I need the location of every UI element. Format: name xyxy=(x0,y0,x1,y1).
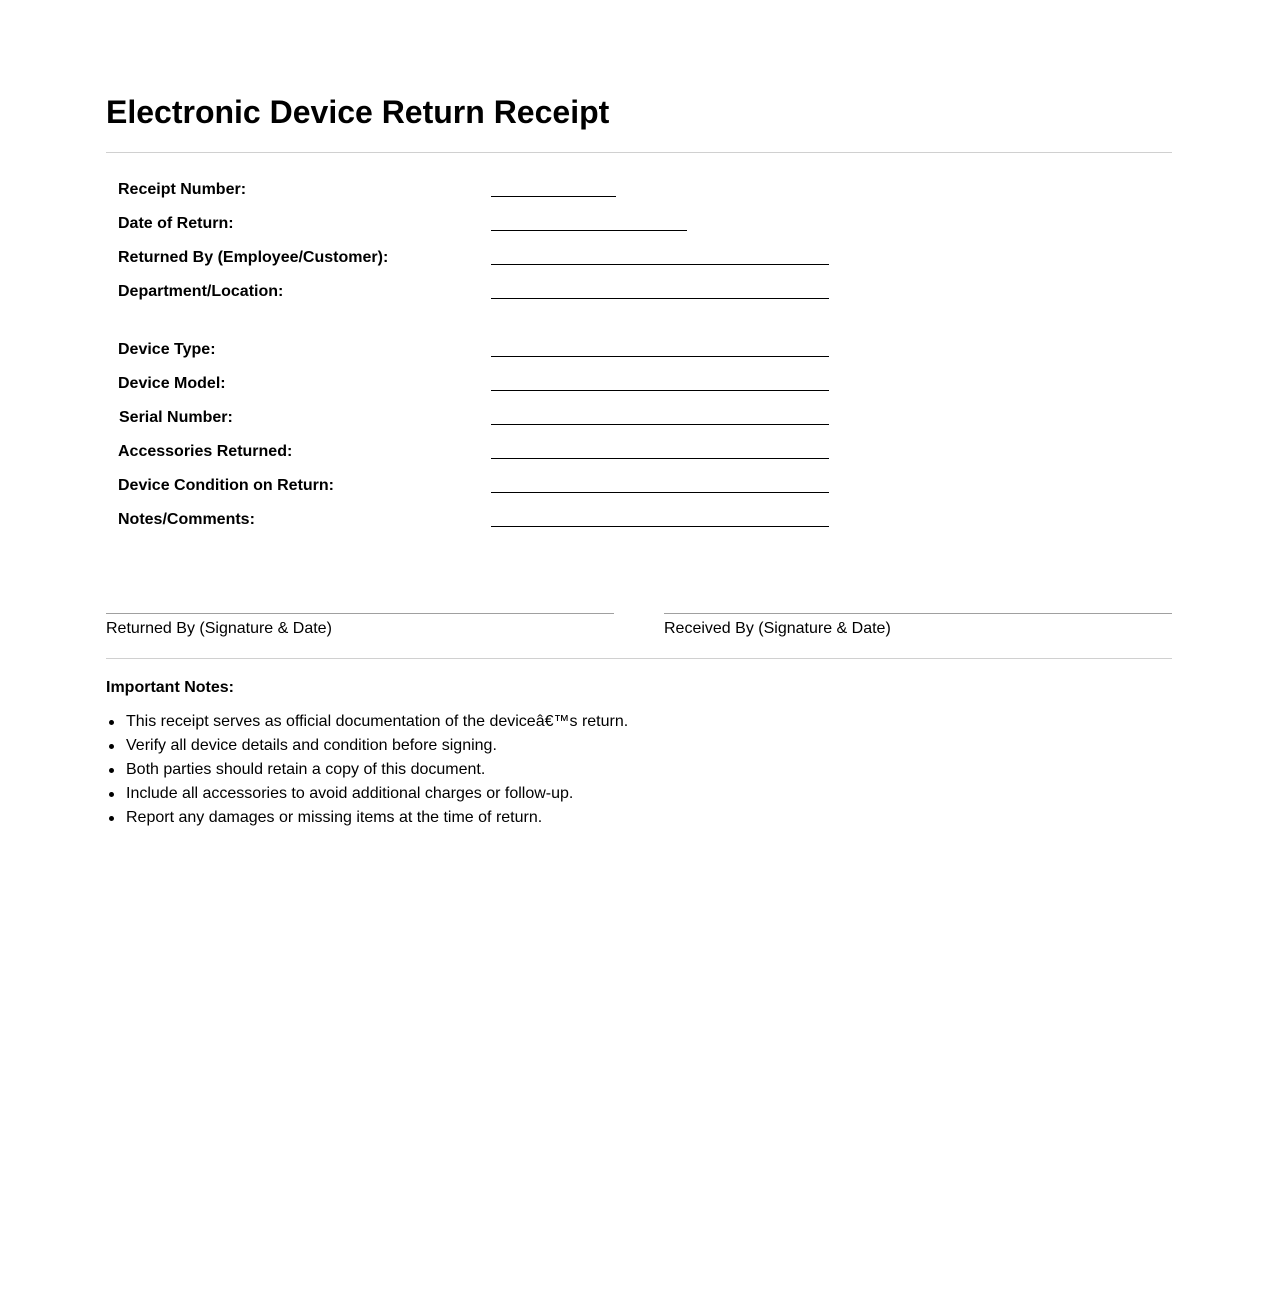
list-item xyxy=(106,782,628,806)
device-model-label: Device Model: xyxy=(118,375,226,392)
device-condition-blank[interactable] xyxy=(491,492,829,493)
received-by-signature-label: Received By (Signature & Date) xyxy=(664,620,891,637)
list-item xyxy=(106,710,628,734)
note-text: This receipt serves as official documentation of the deviceâ€™s return. xyxy=(126,713,629,730)
important-notes-list xyxy=(106,710,628,830)
page-title: Electronic Device Return Receipt xyxy=(106,94,610,130)
notes-comments-label: Notes/Comments: xyxy=(118,511,255,528)
returned-by-label: Returned By (Employee/Customer): xyxy=(118,249,389,266)
list-item xyxy=(106,758,628,782)
department-location-label: Department/Location: xyxy=(118,283,284,300)
accessories-returned-label: Accessories Returned: xyxy=(118,443,293,460)
receipt-number-blank[interactable] xyxy=(491,196,616,197)
serial-number-label: Serial Number: xyxy=(119,409,233,426)
bullet-icon xyxy=(109,744,114,749)
note-text: Include all accessories to avoid additional charges or follow-up. xyxy=(126,785,574,802)
bullet-icon xyxy=(109,816,114,821)
notes-divider xyxy=(106,658,1172,659)
important-notes-heading: Important Notes: xyxy=(106,679,234,696)
note-text: Report any damages or missing items at the time of return. xyxy=(126,809,543,826)
device-type-blank[interactable] xyxy=(491,356,829,357)
header-divider xyxy=(106,152,1172,153)
date-of-return-label: Date of Return: xyxy=(118,215,234,232)
returned-by-signature-line[interactable] xyxy=(106,613,614,614)
device-model-blank[interactable] xyxy=(491,390,829,391)
notes-comments-blank[interactable] xyxy=(491,526,829,527)
note-text: Both parties should retain a copy of this document. xyxy=(126,761,486,778)
bullet-icon xyxy=(109,768,114,773)
accessories-returned-blank[interactable] xyxy=(491,458,829,459)
note-text: Verify all device details and condition before signing. xyxy=(126,737,497,754)
receipt-number-label: Receipt Number: xyxy=(118,181,247,198)
serial-number-blank[interactable] xyxy=(491,424,829,425)
department-location-blank[interactable] xyxy=(491,298,829,299)
bullet-icon xyxy=(109,720,114,725)
returned-by-blank[interactable] xyxy=(491,264,829,265)
list-item xyxy=(106,806,628,830)
device-condition-label: Device Condition on Return: xyxy=(118,477,334,494)
date-of-return-blank[interactable] xyxy=(491,230,687,231)
device-type-label: Device Type: xyxy=(118,341,216,358)
list-item xyxy=(106,734,628,758)
bullet-icon xyxy=(109,792,114,797)
received-by-signature-line[interactable] xyxy=(664,613,1172,614)
returned-by-signature-label: Returned By (Signature & Date) xyxy=(106,620,332,637)
